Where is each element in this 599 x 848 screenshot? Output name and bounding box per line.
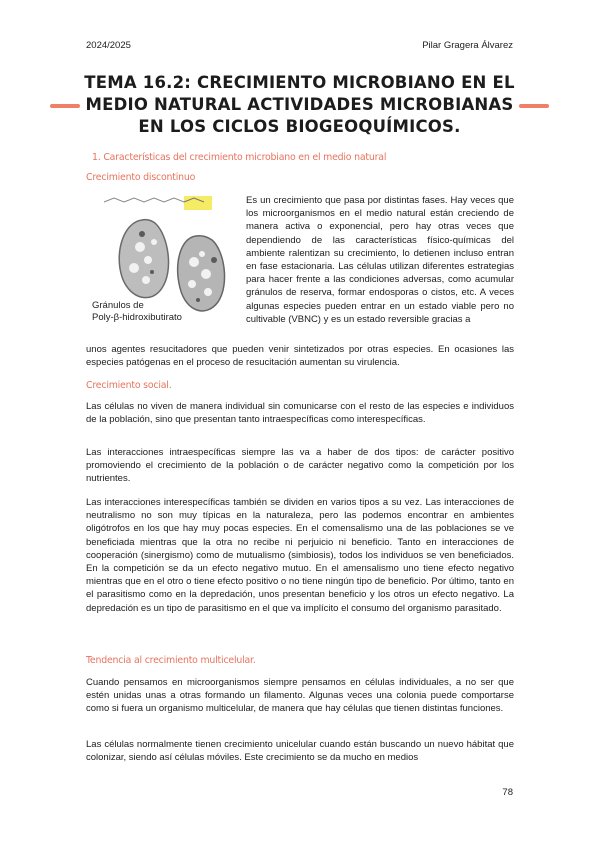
figure-granules [84, 192, 240, 334]
paragraph-discontinuo-cont: unos agentes resucitadores que pueden venir sintetizados por otras especies. En ocasiones las especies patógenas en el proceso de resucitación aumentan su virulencia. [86, 344, 514, 369]
title-deco-bar [519, 104, 549, 108]
title-line-3 [0, 116, 599, 138]
subheading-discontinuo: Crecimiento discontinuo [86, 172, 196, 183]
paragraph-discontinuo-wrap: Es un crecimiento que pasa por distintas fases. Hay veces que los microorganismos en el medio natural están creciendo de manera activa o exponencial, pero hay otras veces que dependiendo de las características físico-químicas del ambiente ralentizan su crecimiento, lo detienen incluso entran en fase estacionaria. Las células utilizan diferentes estrategias para hacer frente a las condiciones adversas, como acumular gránulos de reserva, formar endosporas o cistos, etc. A veces algunas especies pueden entrar en un estado viable pero no cultivable (VBNC) y es un estado reversible gracias a [246, 195, 514, 325]
page-number: 78 [502, 787, 513, 798]
title-text-2: MEDIO NATURAL ACTIVIDADES MICROBIANAS [82, 94, 518, 116]
paragraph-multi-1: Cuando pensamos en microorganismos siempre pensamos en células individuales, a no ser que estén unidas unas a otras formando un filamento. Algunas veces una colonia puede comportarse como si fuera un organismo multicelular, de manera que hay células que tienen distintas funciones. [86, 677, 514, 715]
figure-caption-line2: Poly-β-hidroxibutirato [92, 312, 182, 323]
title-text-3: EN LOS CICLOS BIOGEOQUÍMICOS. [134, 116, 464, 138]
header-author: Pilar Gragera Álvarez [422, 40, 513, 51]
figure-caption-line1: Gránulos de [92, 300, 144, 311]
paragraph-social-2: Las interacciones intraespecíficas siempre las va a haber de dos tipos: de carácter positivo promoviendo el crecimiento de la población o de carácter negativo como la competición por los nutrientes. [86, 447, 514, 485]
page-title [0, 72, 599, 138]
title-deco-bar [50, 104, 80, 108]
figure-caption [92, 300, 182, 324]
cell-left [119, 220, 168, 298]
header-year: 2024/2025 [86, 40, 131, 51]
subheading-multicelular: Tendencia al crecimiento multicelular. [86, 655, 256, 666]
subheading-social: Crecimiento social. [86, 380, 172, 391]
paragraph-multi-2: Las células normalmente tienen crecimiento unicelular cuando están buscando un nuevo hábitat que colonizar, siendo así células móviles. Este crecimiento se da mucho en medios [86, 739, 514, 764]
title-line-1 [0, 72, 599, 94]
cell-right [178, 236, 225, 311]
title-line-2 [0, 94, 599, 116]
paragraph-social-1: Las células no viven de manera individual sin comunicarse con el resto de las especies e individuos de la población, sino que presentan tanto intraespecíficas como interespecíficas. [86, 401, 514, 426]
paragraph-social-3: Las interacciones interespecíficas también se dividen en varios tipos a su vez. Las interacciones de neutralismo no son muy típicas en la naturaleza, pero las podemos encontrar en ambientes oligótrofos en los que hay muy pocas especies. En el comensalismo una de las poblaciones se ve beneficiada mientras que la otra no recibe ni perjuicio ni beneficio. Tanto en interacciones de cooperación (sinergismo) como de mutualismo (simbiosis), todos los individuos se ven beneficiados. En la competición se da un efecto negativo mutuo. En el amensalismo uno tiene efecto negativo mientras que en el otro o tiene efecto positivo o no tiene ningún tipo de beneficio. Por último, tanto en el parasitismo como en la depredación, unos presentan beneficio y los otros un efecto negativo. La depredación es un tipo de parasitismo en el que va implícito el consumo del organismo parasitado. [86, 497, 514, 614]
title-text-1: TEMA 16.2: CRECIMIENTO MICROBIANO EN EL [80, 72, 518, 94]
chemical-structure [104, 196, 212, 210]
section-heading-1: 1. Características del crecimiento microbiano en el medio natural [92, 152, 387, 163]
